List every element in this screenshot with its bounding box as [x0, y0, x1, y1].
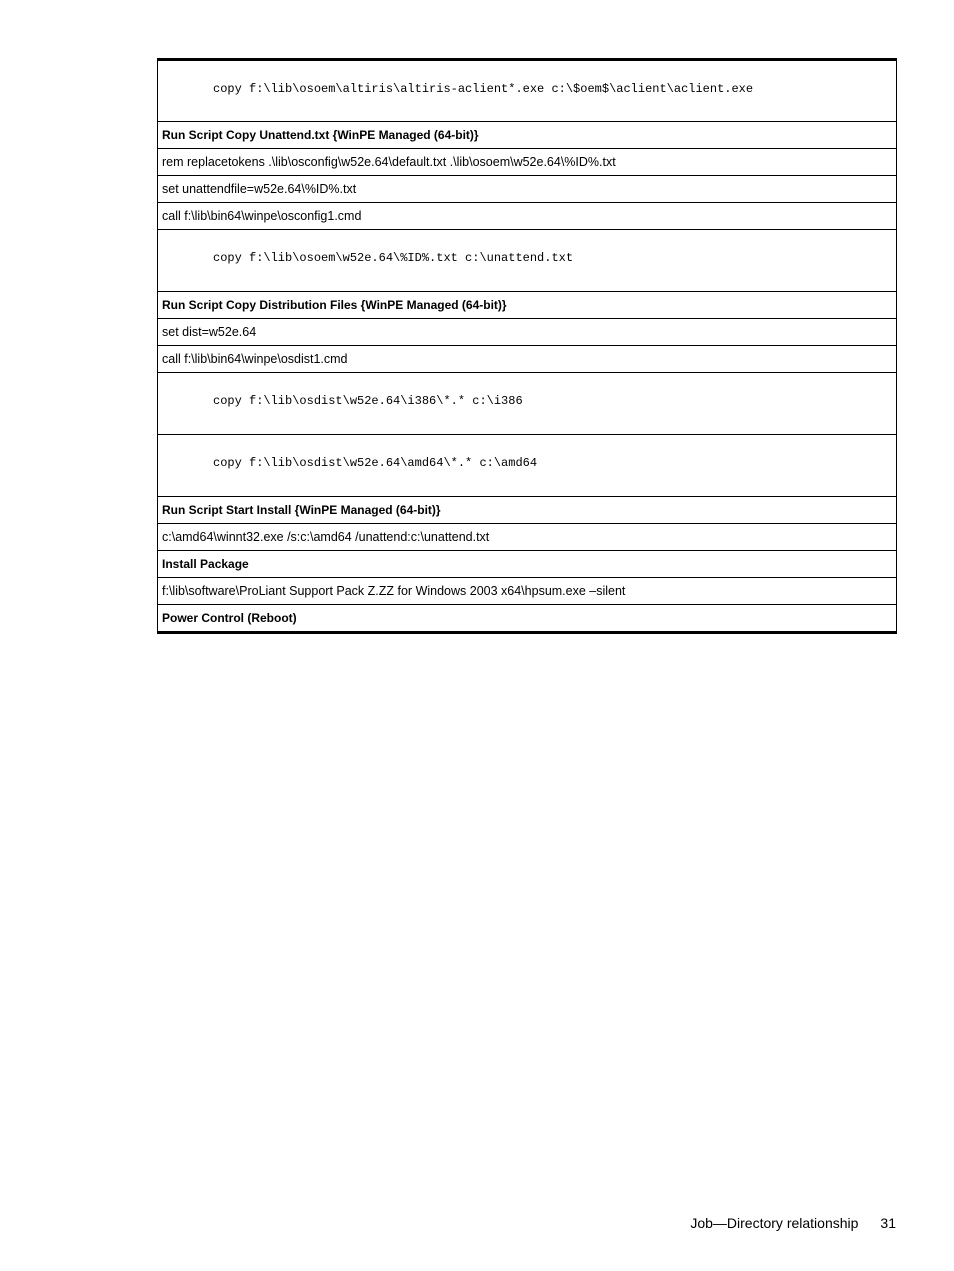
command-row — [158, 203, 897, 230]
code-row — [158, 60, 897, 122]
section-header-row — [158, 497, 897, 524]
command-row — [158, 346, 897, 373]
section-header-row — [158, 551, 897, 578]
page-footer — [690, 1215, 896, 1231]
section-header-cell: Install Package — [158, 551, 897, 578]
code-row — [158, 373, 897, 435]
command-cell: c:\amd64\winnt32.exe /s:c:\amd64 /unattend:c:\unattend.txt — [158, 524, 897, 551]
command-cell: f:\lib\software\ProLiant Support Pack Z.ZZ for Windows 2003 x64\hpsum.exe –silent — [158, 578, 897, 605]
command-row — [158, 149, 897, 176]
section-header-cell: Run Script Copy Unattend.txt {WinPE Managed (64-bit)} — [158, 122, 897, 149]
code-cell: copy f:\lib\osoem\altiris\altiris-aclient*.exe c:\$oem$\aclient\aclient.exe — [158, 60, 897, 122]
command-row — [158, 578, 897, 605]
job-script-table — [157, 58, 897, 634]
code-cell: copy f:\lib\osdist\w52e.64\i386\*.* c:\i386 — [158, 373, 897, 435]
section-header-row — [158, 122, 897, 149]
command-cell: set unattendfile=w52e.64\%ID%.txt — [158, 176, 897, 203]
section-header-cell: Run Script Start Install {WinPE Managed (64-bit)} — [158, 497, 897, 524]
command-cell: call f:\lib\bin64\winpe\osconfig1.cmd — [158, 203, 897, 230]
command-row — [158, 319, 897, 346]
section-header-row — [158, 605, 897, 633]
command-row — [158, 524, 897, 551]
command-cell: set dist=w52e.64 — [158, 319, 897, 346]
footer-section-title: Job—Directory relationship — [690, 1215, 859, 1231]
command-cell: rem replacetokens .\lib\osconfig\w52e.64\default.txt .\lib\osoem\w52e.64\%ID%.txt — [158, 149, 897, 176]
command-cell: call f:\lib\bin64\winpe\osdist1.cmd — [158, 346, 897, 373]
command-row — [158, 176, 897, 203]
page-number: 31 — [880, 1215, 896, 1231]
code-row — [158, 230, 897, 292]
section-header-row — [158, 292, 897, 319]
section-header-cell: Power Control (Reboot) — [158, 605, 897, 633]
code-cell: copy f:\lib\osoem\w52e.64\%ID%.txt c:\unattend.txt — [158, 230, 897, 292]
table-body — [158, 60, 897, 633]
code-row — [158, 435, 897, 497]
code-cell: copy f:\lib\osdist\w52e.64\amd64\*.* c:\amd64 — [158, 435, 897, 497]
section-header-cell: Run Script Copy Distribution Files {WinPE Managed (64-bit)} — [158, 292, 897, 319]
